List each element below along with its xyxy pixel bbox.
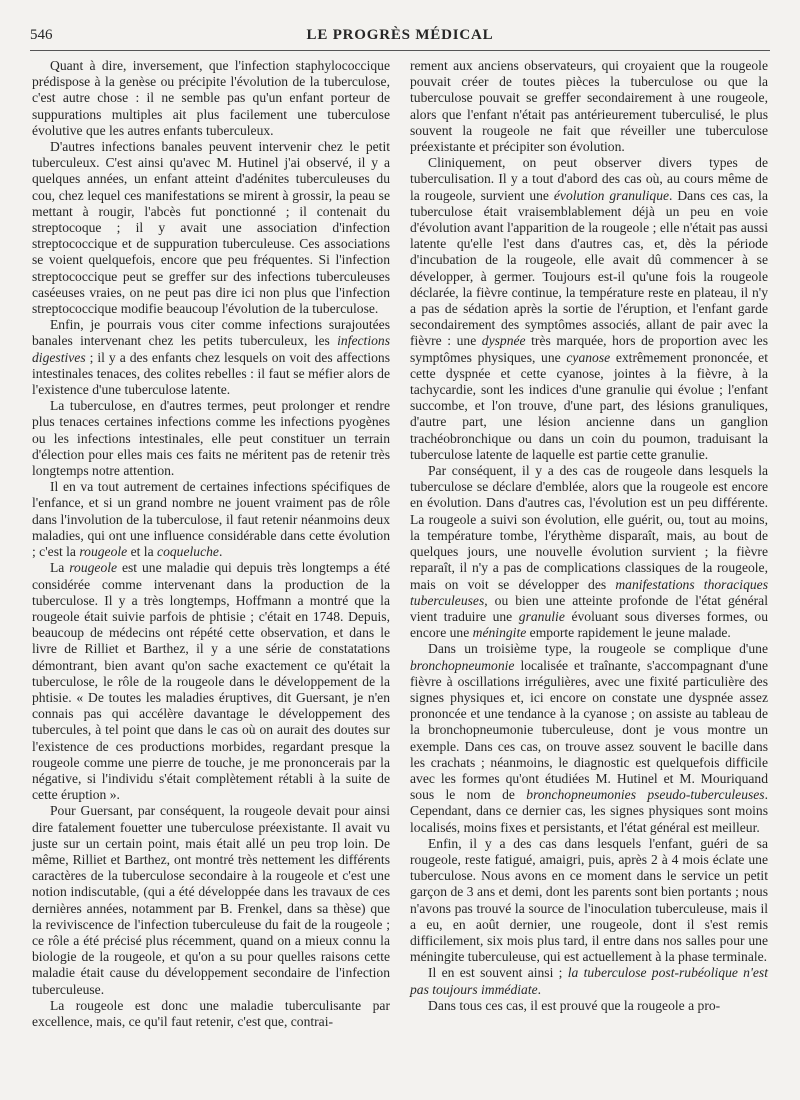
italic-text: dyspnée <box>481 333 526 349</box>
italic-text: bronchopneumonies pseudo-tuberculeuses <box>526 787 765 803</box>
text-run: La tuberculose, en d'autres termes, peut prolonger et rendre plus tenaces certaines infections comme les infections pyogènes ou les infections intestinales, elle peut constituer un terrain d'élection pour elles mais ces faits ne méritent pas de retenir très longtemps notre attention. <box>32 398 390 479</box>
text-run: D'autres infections banales peuvent intervenir chez le petit tuberculeux. C'est ainsi qu'avec M. Hutinel j'ai observé, il y a quelques années, un enfant atteint d'adénites tuberculeuses du cou, chez lequel ces manifestations se mirent à grossir, la peau se mettant à rougir, l'abcès fut ponctionné ; il contenait du streptocoque ; il y avait une association d'infection streptococcique et de suppuration tuberculeuse. Ces associations se voient quelquefois, encore que peu fréquentes. Si l'infection streptococcique peut se greffer sur des infections tuberculeuses caséeuses vraies, on ne peut pas dire ici non plus que l'infection streptococcique modifie beaucoup l'évolution de la tuberculose. <box>32 139 390 317</box>
paragraph <box>410 641 768 835</box>
italic-text: infections digestives <box>32 333 390 365</box>
italic-text: méningite <box>472 625 527 641</box>
paragraph <box>32 560 390 803</box>
text-run: localisée et traînante, s'accompagnant d'une fièvre à oscillations irrégulières, avec une fixité particulière des signes physiques et, ici encore on constate une dyspnée assez prononcée et une tendance à la cyanose ; on assiste au tableau de la bronchopneumonie tuberculeuse, dont je vous montre un exemple. Dans ces cas, on trouve assez souvent le bacille dans les crachats ; néanmoins, le diagnostic est quelquefois difficile avec les formes qu'ont étudiées M. Hutinel et M. Mouriquand sous le nom de <box>410 657 768 803</box>
text-run: , ou bien une atteinte profonde de l'état général vient traduire une <box>410 592 768 624</box>
paragraph <box>32 139 390 317</box>
paragraph <box>410 965 768 997</box>
text-run: Dans un troisième type, la rougeole se complique d'une <box>428 641 768 657</box>
italic-text: bronchopneumonie <box>410 657 515 673</box>
text-run: Dans tous ces cas, il est prouvé que la rougeole a pro- <box>428 997 721 1013</box>
text-run: Il en est souvent ainsi ; <box>428 965 568 981</box>
italic-text: granulie <box>518 608 565 624</box>
paragraph <box>32 58 390 139</box>
text-run: . Cependant, dans ce dernier cas, les signes physiques sont moins localisés, moins fixes et persistants, et l'état général est meilleur. <box>410 787 769 835</box>
header-rule <box>30 50 770 51</box>
text-run: évoluant sous diverses formes, ou encore une <box>410 608 768 641</box>
text-run: . <box>537 981 542 997</box>
paragraph <box>32 803 390 997</box>
text-run: Quant à dire, inversement, que l'infection staphylococcique prédispose à la genèse ou précipite l'évolution de la tuberculose, c'est autre chose : il ne semble pas qu'un enfant porteur de suppurations multiples ait plus facilement une tuberculose évolutive que les autres enfants tuberculeux. <box>32 58 390 138</box>
paragraph <box>32 998 390 1030</box>
text-run: et la <box>127 544 158 560</box>
italic-text: la tuberculose post-rubéolique n'est pas toujours immédiate <box>410 965 768 997</box>
left-column <box>32 58 390 1030</box>
right-column <box>410 58 768 1030</box>
text-run: La <box>50 560 70 576</box>
journal-title: LE PROGRÈS MÉDICAL <box>306 27 494 43</box>
page-number: 546 <box>30 27 53 43</box>
text-columns <box>32 58 768 1030</box>
italic-text: cyanose <box>566 349 611 365</box>
text-run: très marquée, hors de proportion avec les symptômes physiques, une <box>410 333 768 365</box>
text-run: rement aux anciens observateurs, qui croyaient que la rougeole pouvait créer de toutes pièces la tuberculose ou que la tuberculose pouvait se greffer secondairement à une rougeole, alors que l'enfant n'était pas antérieurement tuberculisé, le plus souvent la rougeole ne fait que réveiller une tuberculose préexistante et précipiter son évolution. <box>410 58 768 155</box>
text-run: Il en va tout autrement de certaines infections spécifiques de l'enfance, et si un grand nombre ne jouent vraiment pas de rôle dans l'involution de la tuberculose, il faut retenir néanmoins deux maladies, qui ont une influence considérable dans cette évolution ; c'est la <box>32 479 390 560</box>
text-run: extrêmement prononcée, et cette dyspnée et cette cyanose, jointes à la fièvre, à la tachycardie, sont les indices d'une granulie qui évolue ; l'enfant succombe, et l'on trouve, d'une part, des lésions granuliques, d'autre part, une lésion ancienne dans un ganglion trachéobronchique ou dans un coin du poumon, traduisant la tuberculose latente de laquelle est partie cette granulie. <box>410 349 768 462</box>
italic-text: évolution granulique <box>553 187 670 203</box>
italic-text: manifestations thoraciques tuberculeuses <box>410 576 768 608</box>
text-run: Pour Guersant, par conséquent, la rougeole devait pour ainsi dire fatalement fouetter une tuberculose préexistante. Il avait vu juste sur un certain point, mais était allé un peu trop loin. De même, Rilliet et Barthez, ont montré très nettement les différents caractères de la tuberculose secondaire à la rougeole et c'est une notion indiscutable, (qui a été développée dans les travaux de ces dernières années, notamment par B. Frenkel, dans sa thèse) que la reviviscence de l'infection tuberculeuse du fait de la rougeole ; ce rôle a été précisé plus récemment, quand on a mieux connu la biologie de la rougeole, et qu'on a su pour quelles raisons cette maladie était cause du développement secondaire de l'infection tuberculeuse. <box>32 803 390 997</box>
paragraph <box>410 998 768 1014</box>
text-run: La rougeole est donc une maladie tuberculisante par excellence, mais, ce qu'il faut retenir, c'est que, contrai- <box>32 997 390 1029</box>
text-run: Par conséquent, il y a des cas de rougeole dans lesquels la tuberculose se déclare d'emblée, alors que la rougeole est encore en évolution. Dans d'autres cas, l'évolution est un peu différente. La rougeole a suivi son évolution, elle guérit, ou, tout au moins, la température tombe, l'érythème disparaît, mais, au bout de quelques jours, une nouvelle évolution survient ; la fièvre reparaît, il n'y a pas de complications classiques de la rougeole, mais on voit se développer des <box>410 463 768 592</box>
text-run: Enfin, je pourrais vous citer comme infections surajoutées banales intervenant chez les petits tuberculeux, les <box>32 317 390 349</box>
text-run: . <box>218 544 223 560</box>
text-run: Cliniquement, on peut observer divers types de tuberculisation. Il y a tout d'abord des cas où, au cours même de la rougeole, survient une <box>410 155 768 203</box>
text-run: . Dans ces cas, la tuberculose était vraisemblablement déjà un peu en voie d'évolution avant l'apparition de la rougeole ; elle n'était pas aussi latente qu'elle l'est dans d'autres cas, et, dès la période d'incubation de la rougeole, elle avait dû commencer à se développer, à germer. Toujours est-il qu'une fois la rougeole déclarée, la fièvre continue, la température reste en plateau, il n'y a pas de sédation après la sortie de l'éruption, et l'enfant garde secondairement des symptômes associés, allant de pair avec la fièvre : une <box>410 187 768 349</box>
paragraph <box>410 836 768 966</box>
text-run: emporte rapidement le jeune malade. <box>526 625 731 641</box>
paragraph <box>410 58 768 155</box>
paragraph <box>410 463 768 641</box>
paragraph <box>32 479 390 560</box>
paragraph <box>410 155 768 463</box>
paragraph <box>32 398 390 479</box>
text-run: Enfin, il y a des cas dans lesquels l'enfant, guéri de sa rougeole, reste fatigué, amaigri, puis, après 2 à 4 mois éclate une tuberculose. Nous avons en ce moment dans le service un petit garçon de 3 ans et demi, dont les parents sont bien portants ; nous n'avons pas trouvé la source de l'inoculation tuberculeuse, mais il a eu, en août dernier, une rougeole, dont il s'est remis difficilement, six mois plus tard, il entre dans nos salles pour une méningite tuberculeuse, qui est actuellement à la phase terminale. <box>410 835 768 965</box>
page-header <box>30 22 770 44</box>
italic-text: rougeole <box>79 544 128 560</box>
italic-text: rougeole <box>69 560 118 576</box>
text-run: est une maladie qui depuis très longtemps a été considérée comme intervenant dans la production de la tuberculose. Il y a très longtemps, Hoffmann a montré que la rougeole était suivie parfois de phtisie ; c'était en 1748. Depuis, beaucoup de médecins ont répété cette observation, et dans le livre de Rilliet et Barthez, il y a une série de constatations démontrant, bien avant qu'on sache exactement ce qu'était la tuberculose, le rôle de la rougeole dans le développement de la phtisie. « De toutes les maladies éruptives, dit Guersant, je n'en connais pas qui accélère davantage le développement des tubercules, à tel point que dans le cas où on aurait des doutes sur l'existence de ces productions morbides, regardant presque la rougeole comme une pierre de touche, je me prononcerais par la négative, si l'individu s'était complètement rétabli à la suite de cette éruption ». <box>32 560 390 803</box>
italic-text: coqueluche <box>157 544 219 560</box>
text-run: ; il y a des enfants chez lesquels on voit des affections intestinales tenaces, des colites rebelles : il faut se méfier alors de l'existence d'une tuberculose latente. <box>32 349 390 398</box>
paragraph <box>32 317 390 398</box>
